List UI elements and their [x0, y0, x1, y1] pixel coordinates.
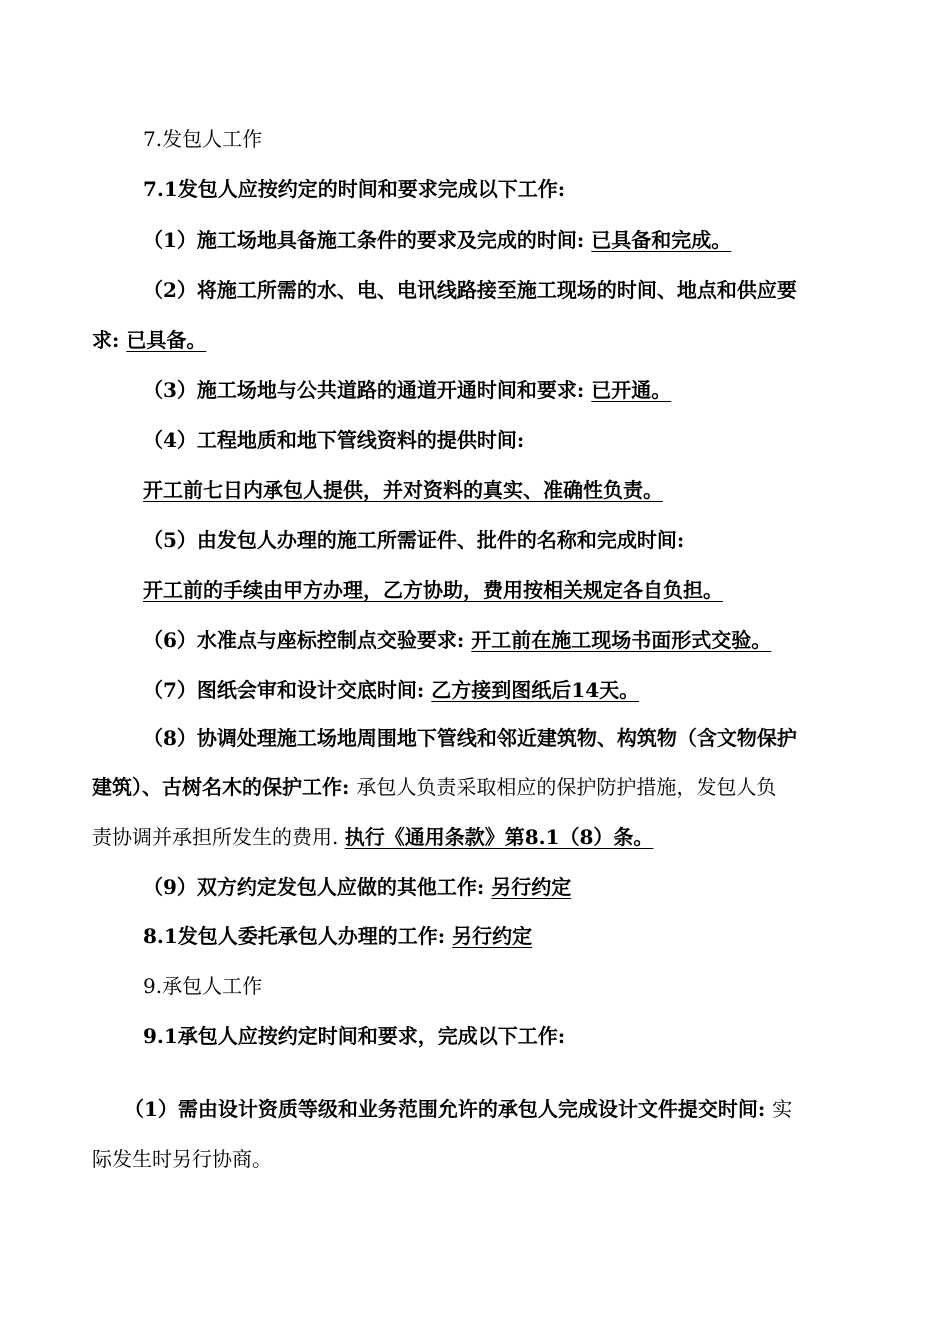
- item-label: 8.1发包人委托承包人办理的工作:: [143, 924, 446, 948]
- item-value: 已具备。: [126, 328, 207, 352]
- item-7-1-4-value: 开工前七日内承包人提供，并对资料的真实、准确性负责。: [143, 478, 663, 502]
- item-7-1-9: [143, 873, 571, 901]
- item-value: 执行《通用条款》第8.1（8）条。: [344, 825, 654, 849]
- item-label: （1）施工场地具备施工条件的要求及完成的时间:: [143, 228, 585, 252]
- item-7-1-1: [143, 226, 731, 254]
- item-7-1-5-label: （5）由发包人办理的施工所需证件、批件的名称和完成时间:: [143, 528, 685, 552]
- item-label: （9）双方约定发包人应做的其他工作:: [143, 875, 485, 899]
- item-value: 另行约定: [452, 924, 533, 948]
- clause-8-1: [143, 922, 532, 950]
- section-7-heading: 7.发包人工作: [143, 127, 263, 151]
- item-7-1-5-value: 开工前的手续由甲方办理，乙方协助，费用按相关规定各自负担。: [143, 578, 723, 602]
- item-7-1-4-label: （4）工程地质和地下管线资料的提供时间:: [143, 428, 525, 452]
- item-value: 乙方接到图纸后14天。: [431, 678, 640, 702]
- item-9-1-1-line1: [124, 1095, 792, 1123]
- section-9-heading: 9.承包人工作: [143, 974, 263, 998]
- clause-9-1: 9.1承包人应按约定时间和要求，完成以下工作:: [143, 1024, 566, 1048]
- item-text: 责协调并承担所发生的费用.: [92, 825, 339, 849]
- item-7-1-8-line2: [92, 773, 776, 801]
- item-value: 已开通。: [591, 378, 672, 402]
- item-label: （6）水准点与座标控制点交验要求:: [143, 628, 465, 652]
- item-value: 开工前在施工现场书面形式交验。: [471, 628, 772, 652]
- item-value: 已具备和完成。: [591, 228, 732, 252]
- item-7-1-2-line1: （2）将施工所需的水、电、电讯线路接至施工现场的时间、地点和供应要: [143, 278, 797, 302]
- item-7-1-7: [143, 676, 639, 704]
- item-value: 另行约定: [491, 875, 572, 899]
- item-7-1-8-line3: [92, 823, 653, 851]
- clause-7-1: 7.1发包人应按约定的时间和要求完成以下工作:: [143, 177, 566, 201]
- item-label: 求:: [92, 328, 120, 352]
- item-7-1-2-line2: [92, 326, 206, 354]
- item-label: （1）需由设计资质等级和业务范围允许的承包人完成设计文件提交时间:: [124, 1097, 766, 1121]
- item-7-1-8-line1: （8）协调处理施工场地周围地下管线和邻近建筑物、构筑物（含文物保护: [143, 726, 797, 750]
- item-text: 承包人负责采取相应的保护防护措施，发包人负: [356, 775, 777, 799]
- item-label: 建筑）、古树名木的保护工作:: [92, 775, 350, 799]
- item-7-1-6: [143, 626, 771, 654]
- item-text: 实: [772, 1097, 793, 1121]
- item-9-1-1-line2: 际发生时另行协商。: [92, 1147, 272, 1171]
- item-7-1-3: [143, 376, 671, 404]
- item-label: （3）施工场地与公共道路的通道开通时间和要求:: [143, 378, 585, 402]
- item-label: （7）图纸会审和设计交底时间:: [143, 678, 425, 702]
